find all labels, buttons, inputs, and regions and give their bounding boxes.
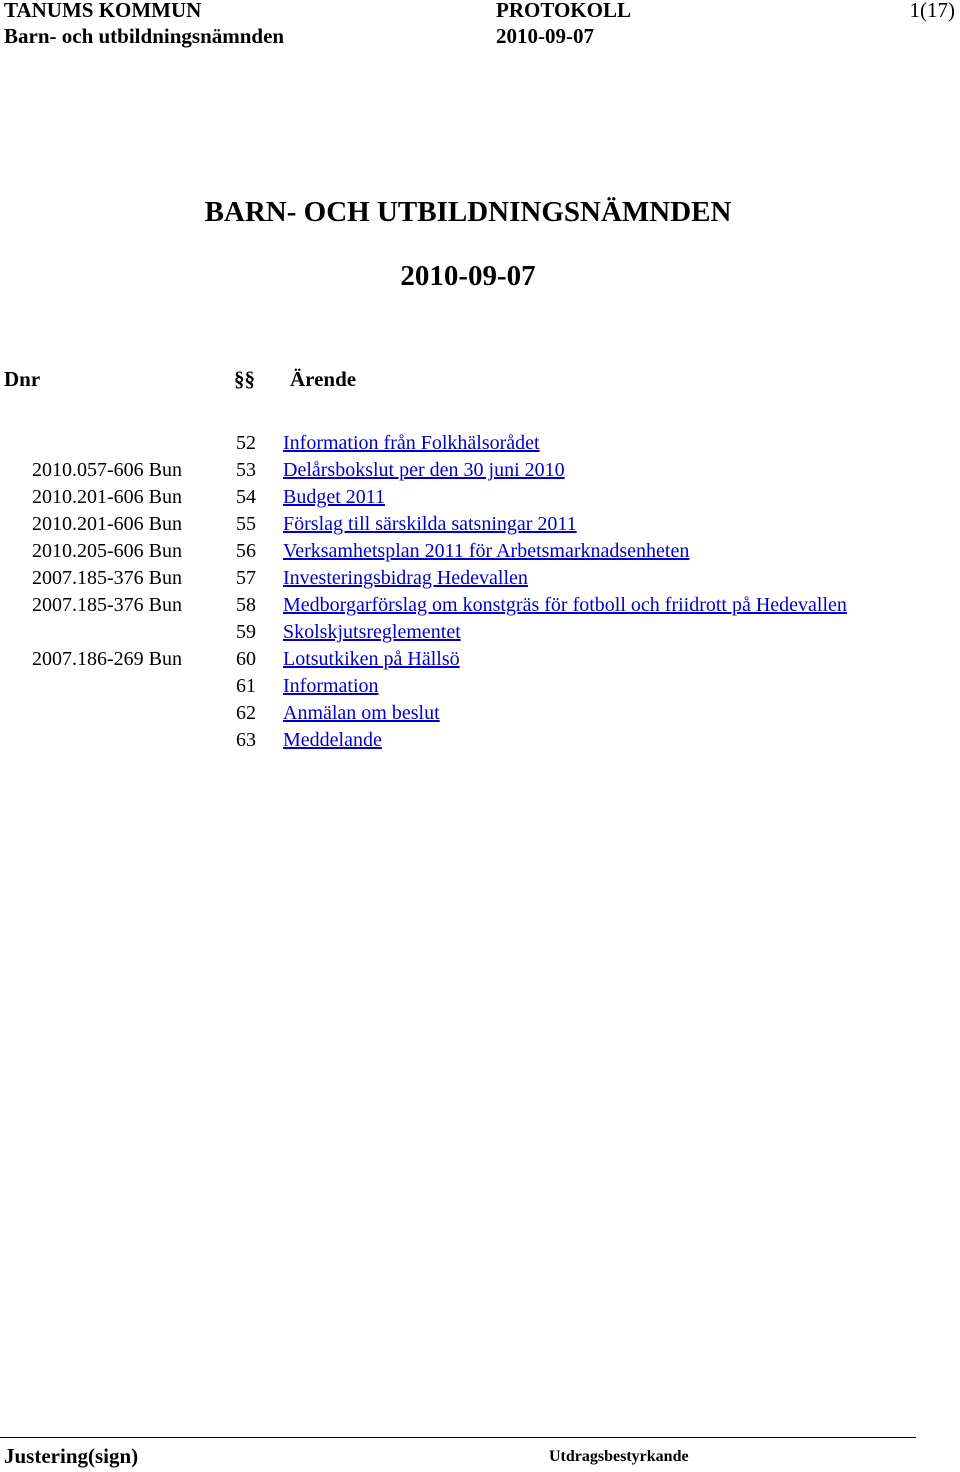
column-dnr: Dnr xyxy=(4,367,41,391)
agenda-number: 53 xyxy=(236,459,256,481)
agenda-number: 56 xyxy=(236,540,256,562)
agenda-number: 57 xyxy=(236,567,256,589)
agenda-row xyxy=(0,567,960,594)
page-number: 1(17) xyxy=(909,0,955,22)
agenda-dnr: 2010.057-606 Bun xyxy=(32,459,182,481)
agenda-row xyxy=(0,702,960,729)
committee-name: Barn- och utbildningsnämnden xyxy=(4,24,285,48)
agenda-row xyxy=(0,729,960,756)
agenda-link[interactable]: Budget 2011 xyxy=(283,486,386,508)
meeting-date: 2010-09-07 xyxy=(400,260,536,292)
agenda-number: 59 xyxy=(236,621,256,643)
agenda-link[interactable]: Information xyxy=(283,675,379,697)
agenda-row xyxy=(0,459,960,486)
agenda-dnr: 2007.185-376 Bun xyxy=(32,567,182,589)
agenda-number: 55 xyxy=(236,513,256,535)
agenda-row xyxy=(0,675,960,702)
agenda-link[interactable]: Meddelande xyxy=(283,729,382,751)
agenda-row xyxy=(0,648,960,675)
agenda-link[interactable]: Skolskjutsreglementet xyxy=(283,621,461,643)
agenda-dnr: 2010.201-606 Bun xyxy=(32,486,182,508)
agenda-dnr: 2007.186-269 Bun xyxy=(32,648,182,670)
agenda-dnr: 2010.205-606 Bun xyxy=(32,540,182,562)
agenda-row xyxy=(0,594,960,621)
agenda-dnr: 2007.185-376 Bun xyxy=(32,594,182,616)
agenda-link[interactable]: Lotsutkiken på Hällsö xyxy=(283,648,460,670)
footer-justering: Justering(sign) xyxy=(4,1444,139,1468)
agenda-number: 63 xyxy=(236,729,256,751)
agenda-number: 52 xyxy=(236,432,256,454)
agenda-link[interactable]: Delårsbokslut per den 30 juni 2010 xyxy=(283,459,565,481)
agenda-link[interactable]: Information från Folkhälsorådet xyxy=(283,432,540,454)
header-date: 2010-09-07 xyxy=(496,24,594,48)
footer-utdragsbestyrkande: Utdragsbestyrkande xyxy=(549,1448,689,1465)
doc-type: PROTOKOLL xyxy=(496,0,631,22)
agenda-number: 61 xyxy=(236,675,256,697)
agenda-row xyxy=(0,540,960,567)
page-title: BARN- OCH UTBILDNINGSNÄMNDEN xyxy=(204,196,732,228)
agenda-row xyxy=(0,486,960,513)
agenda-number: 54 xyxy=(236,486,256,508)
agenda-link[interactable]: Investeringsbidrag Hedevallen xyxy=(283,567,528,589)
agenda-link[interactable]: Verksamhetsplan 2011 för Arbetsmarknadsenheten xyxy=(283,540,690,562)
agenda-link[interactable]: Förslag till särskilda satsningar 2011 xyxy=(283,513,577,535)
column-paragraph: §§ xyxy=(234,367,255,391)
agenda-row xyxy=(0,513,960,540)
agenda-number: 60 xyxy=(236,648,256,670)
agenda-link[interactable]: Medborgarförslag om konstgräs för fotboll och friidrott på Hedevallen xyxy=(283,594,847,616)
agenda-row xyxy=(0,621,960,648)
agenda-number: 62 xyxy=(236,702,256,724)
agenda-link[interactable]: Anmälan om beslut xyxy=(283,702,440,724)
agenda-row xyxy=(0,432,960,459)
org-name: TANUMS KOMMUN xyxy=(4,0,202,22)
column-subject: Ärende xyxy=(290,367,357,391)
agenda-number: 58 xyxy=(236,594,256,616)
agenda-dnr: 2010.201-606 Bun xyxy=(32,513,182,535)
footer-divider xyxy=(0,1437,916,1438)
